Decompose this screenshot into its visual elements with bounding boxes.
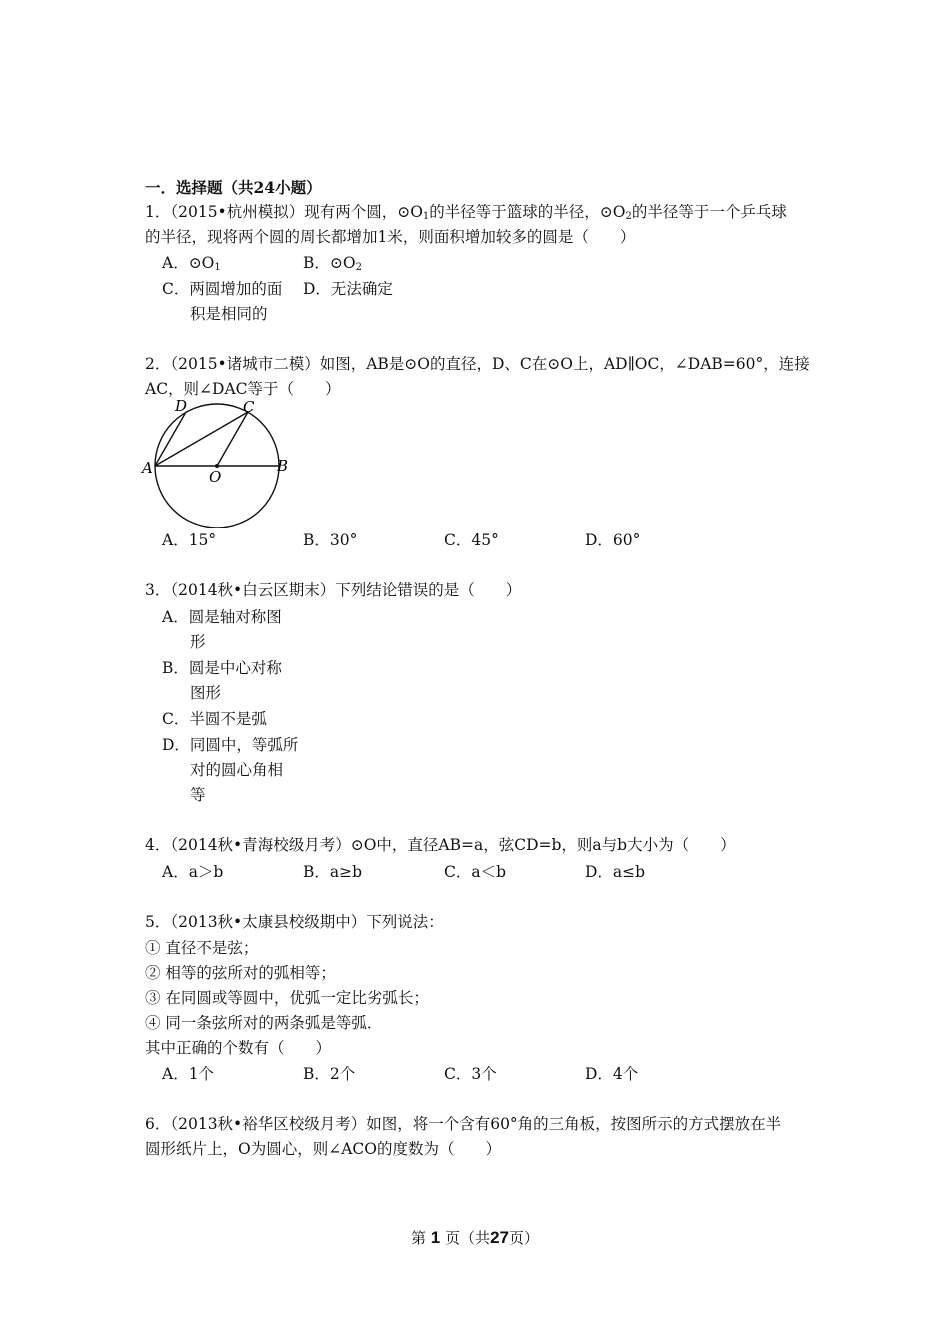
q4-option-b: B．a≥b bbox=[303, 863, 363, 881]
q2-stem-line1: 2．（2015•诸城市二模）如图，AB是⊙O的直径，D、C在⊙O上，AD∥OC，∠DAB=60°，连接 bbox=[145, 355, 810, 373]
q2-circle-figure bbox=[140, 396, 300, 528]
q5-statement-4: ④ 同一条弦所对的两条弧是等弧． bbox=[145, 1014, 383, 1032]
q4-option-a: A．a＞b bbox=[162, 863, 224, 881]
q3-option-a: A．圆是轴对称图 bbox=[162, 608, 282, 626]
q2-option-d: D．60° bbox=[585, 531, 641, 549]
q1-text-a: 1．（2015•杭州模拟）现有两个圆，⊙O bbox=[145, 203, 423, 221]
q3-option-d: D．同圆中，等弧所 bbox=[162, 736, 299, 754]
q5-option-d: D．4个 bbox=[585, 1065, 639, 1083]
q1-text-b: 的半径等于篮球的半径，⊙O bbox=[429, 203, 626, 221]
footer-total-pages: 27 bbox=[490, 1228, 509, 1247]
q5-question: 其中正确的个数有（ ） bbox=[145, 1039, 332, 1057]
section-title: 一．选择题（共24小题） bbox=[145, 178, 322, 197]
q2-option-a: A．15° bbox=[162, 531, 217, 549]
q5-option-c: C．3个 bbox=[444, 1065, 497, 1083]
q1-option-a bbox=[162, 251, 221, 280]
q1-option-b-sub: 2 bbox=[355, 262, 362, 273]
q1-stem-line2: 的半径，现将两个圆的周长都增加1米，则面积增加较多的圆是（ ） bbox=[145, 228, 636, 246]
q2-chord-ac bbox=[155, 412, 248, 466]
q4-option-d: D．a≤b bbox=[585, 863, 646, 881]
q2-label-o: O bbox=[209, 468, 222, 486]
q5-statement-1: ① 直径不是弦； bbox=[145, 939, 259, 957]
q2-label-b: B bbox=[277, 457, 289, 475]
q2-radius-oc bbox=[217, 412, 248, 466]
q6-stem-line2: 圆形纸片上，O为圆心，则∠ACO的度数为（ ） bbox=[145, 1140, 501, 1158]
footer-post: 页） bbox=[508, 1229, 539, 1247]
q4-stem: 4．（2014秋•青海校级月考）⊙O中，直径AB=a，弦CD=b，则a与b大小为（ ） bbox=[145, 836, 736, 854]
q3-option-b: B．圆是中心对称 bbox=[162, 659, 282, 677]
q2-label-c: C bbox=[243, 398, 255, 416]
q1-option-d: D．无法确定 bbox=[303, 280, 393, 298]
footer-page-number: 1 bbox=[430, 1228, 441, 1247]
q5-statement-2: ② 相等的弦所对的弧相等； bbox=[145, 964, 336, 982]
q2-label-a: A bbox=[142, 459, 153, 477]
q1-option-c-cont: 积是相同的 bbox=[190, 305, 268, 323]
q5-stem: 5．（2013秋•太康县校级期中）下列说法： bbox=[145, 913, 444, 931]
footer-pre: 第 bbox=[411, 1229, 427, 1247]
q4-option-c: C．a＜b bbox=[444, 863, 507, 881]
page-footer bbox=[0, 1227, 950, 1248]
q6-stem-line1: 6．（2013秋•裕华区校级月考）如图，将一个含有60°角的三角板，按图所示的方式摆放在半 bbox=[145, 1115, 782, 1133]
q2-chord-ad bbox=[155, 412, 186, 466]
q1-sub2: 2 bbox=[625, 211, 632, 222]
q3-stem: 3．（2014秋•白云区期末）下列结论错误的是（ ） bbox=[145, 581, 522, 599]
q1-option-a-text: A．⊙O bbox=[162, 254, 215, 272]
q1-option-a-sub: 1 bbox=[214, 262, 221, 273]
q2-option-b: B．30° bbox=[303, 531, 358, 549]
q2-label-d: D bbox=[175, 397, 188, 415]
footer-mid: 页（共 bbox=[445, 1229, 491, 1247]
q1-option-c: C．两圆增加的面 bbox=[162, 280, 283, 298]
q3-option-c: C．半圆不是弧 bbox=[162, 710, 267, 728]
q3-option-d-cont1: 对的圆心角相 bbox=[190, 761, 284, 779]
q3-option-a-cont: 形 bbox=[190, 633, 206, 651]
q3-option-b-cont: 图形 bbox=[190, 684, 222, 702]
q1-option-b bbox=[303, 251, 362, 280]
q1-sub1: 1 bbox=[422, 211, 430, 222]
q1-option-b-text: B．⊙O bbox=[303, 254, 356, 272]
q2-stem-line2: AC，则∠DAC等于（ ） bbox=[145, 380, 341, 398]
q3-option-d-cont2: 等 bbox=[190, 786, 206, 804]
q2-option-c: C．45° bbox=[444, 531, 499, 549]
q5-statement-3: ③ 在同圆或等圆中，优弧一定比劣弧长； bbox=[145, 989, 429, 1007]
q1-text-c: 的半径等于一个乒乓球 bbox=[631, 203, 787, 221]
q5-option-a: A．1个 bbox=[162, 1065, 215, 1083]
q5-option-b: B．2个 bbox=[303, 1065, 356, 1083]
